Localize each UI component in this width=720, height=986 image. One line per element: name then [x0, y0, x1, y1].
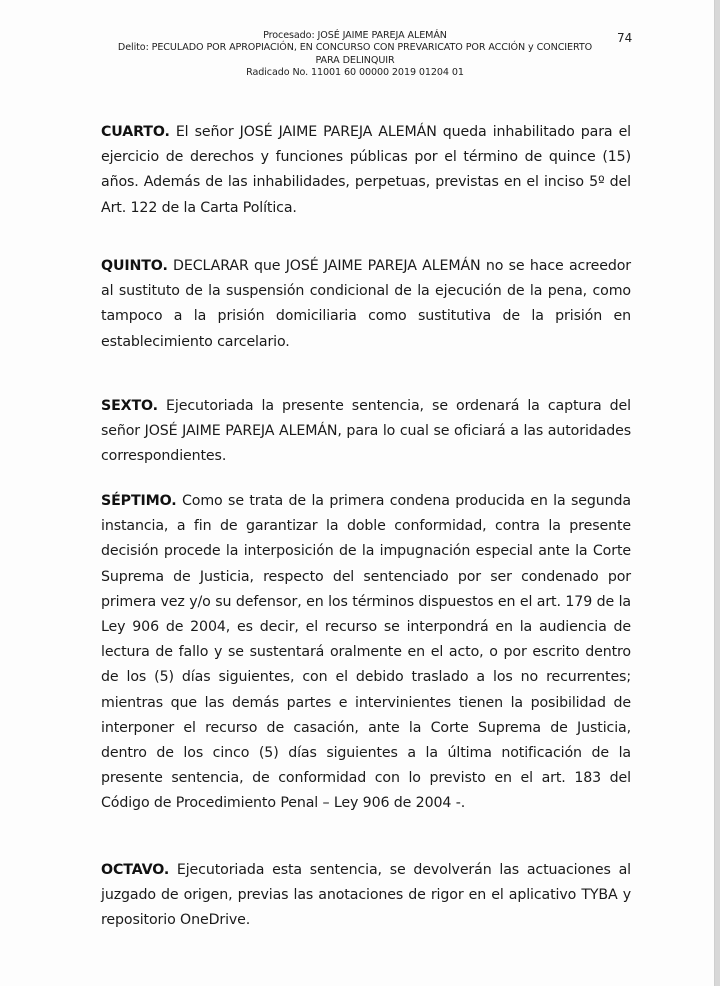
section-text: Ejecutoriada la presente sentencia, se ordenará la captura del señor JOSÉ JAIME PAREJA ALEMÁN, para lo cual se oficiará a las autoridades correspondientes. [101, 398, 631, 465]
header-radicado: Radicado No. 11001 60 00000 2019 01204 01 [246, 67, 464, 79]
header-delito-cont: PARA DELINQUIR [315, 54, 395, 66]
section-text: Ejecutoriada esta sentencia, se devolverán las actuaciones al juzgado de origen, previas las anotaciones de rigor en el aplicativo TYBA y repositorio OneDrive. [101, 862, 631, 929]
section-septimo [101, 489, 631, 817]
section-cuarto [101, 120, 631, 221]
section-heading: QUINTO. [101, 258, 168, 274]
section-heading: SÉPTIMO. [101, 493, 177, 509]
section-sexto [101, 394, 631, 470]
header-procesado: Procesado: JOSÉ JAIME PAREJA ALEMÁN [263, 30, 447, 41]
section-quinto [101, 254, 631, 355]
header-delito: Delito: PECULADO POR APROPIACIÓN, EN CONCURSO CON PREVARICATO POR ACCIÓN y CONCIERTO [117, 42, 593, 54]
section-octavo [101, 858, 631, 934]
section-heading: OCTAVO. [101, 862, 170, 878]
section-text: El señor JOSÉ JAIME PAREJA ALEMÁN queda inhabilitado para el ejercicio de derechos y funciones públicas por el término de quince (15) años. Además de las inhabilidades, perpetuas, previstas en el inciso 5º del Art. 122 de la Carta Política. [101, 124, 631, 216]
section-text: DECLARAR que JOSÉ JAIME PAREJA ALEMÁN no se hace acreedor al sustituto de la suspensión condicional de la ejecución de la pena, como tampoco a la prisión domiciliaria como sustitutiva de la prisión en establecimiento carcelario. [101, 258, 631, 350]
section-heading: CUARTO. [101, 124, 170, 140]
page-edge-divider [714, 0, 720, 986]
section-heading: SEXTO. [101, 398, 158, 414]
page-number: 74 [617, 31, 633, 45]
document-header [95, 30, 615, 80]
section-text: Como se trata de la primera condena producida en la segunda instancia, a fin de garantizar la doble conformidad, contra la presente decisión procede la interposición de la impugnación especial ante la Corte Suprema de Justicia, respecto del sentenciado por ser condenado por primera vez y/o su defensor, en los términos dispuestos en el art. 179 de la Ley 906 de 2004, es decir, el recurso se interpondrá en la audiencia de lectura de fallo y se sustentará oralmente en el acto, o por escrito dentro de los (5) días siguientes, con el debido traslado a los no recurrentes; mientras que las demás partes e intervinientes tienen la posibilidad de interponer el recurso de casación, ante la Corte Suprema de Justicia, dentro de los cinco (5) días siguientes a la última notificación de la presente sentencia, de conformidad con lo previsto en el art. 183 del Código de Procedimiento Penal – Ley 906 de 2004 -. [101, 493, 631, 812]
